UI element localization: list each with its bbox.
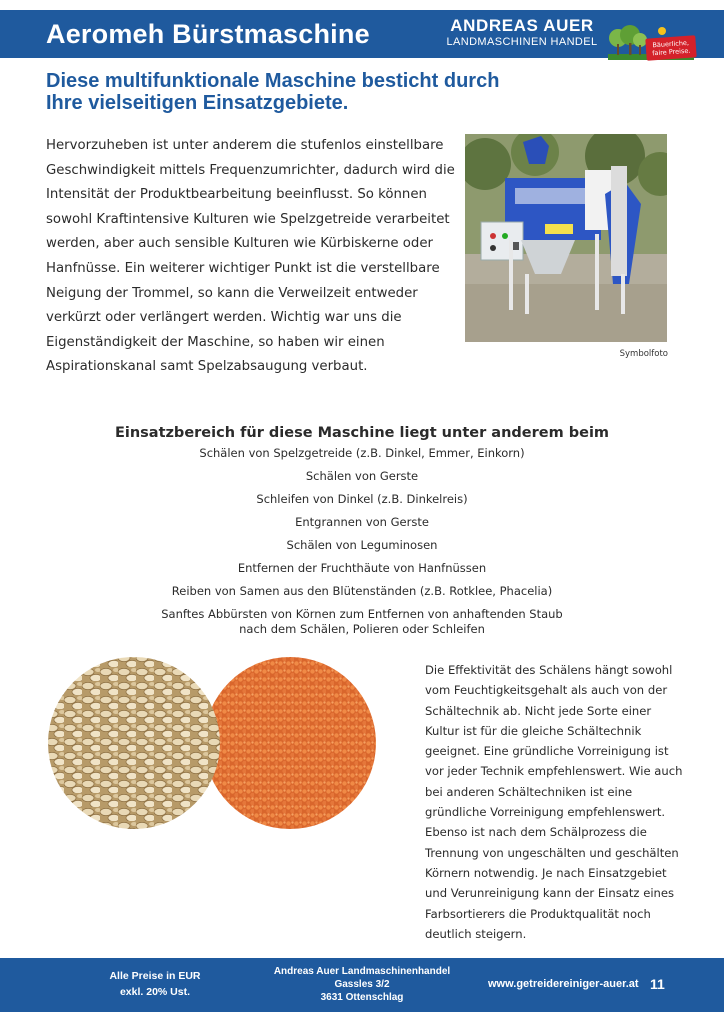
badge-line-1: Bäuerliche,: [652, 38, 690, 50]
use-case-item: Schleifen von Dinkel (z.B. Dinkelreis): [256, 492, 468, 506]
use-case-item: Entfernen der Fruchthäute von Hanfnüssen: [237, 561, 487, 575]
badge-line-2: faire Preise.: [651, 46, 691, 58]
price-line-1: Alle Preise in EUR: [109, 970, 201, 982]
use-case-item: Reiben von Samen aus den Blütenständen (z.B. Rotklee, Phacelia): [171, 584, 553, 598]
company-street: Gassles 3/2: [334, 979, 390, 990]
intro-paragraph: Hervorzuheben ist unter anderem die stufenlos einstellbare Geschwindigkeit mittels Frequenzumrichter, dadurch wird die Intensität der Produktbearbeitung beeinflusst. So können sowohl Kraftintensive Kulturen wie Spelzgetreide verarbeitet werden, aber auch sensible Kulturen wie Kürbiskerne oder Hanfnüsse. Ein weiterer wichtiger Punkt ist die verstellbare Neigung der Trommel, so kann die Verweilzeit entweder verkürzt oder verlängert werden. Wichtig war uns die Eigenständigkeit der Maschine, so haben wir einen Aspirationskanal samt Spelzabsaugung verbaut.: [46, 138, 455, 375]
company-name: Andreas Auer Landmaschinenhandel: [273, 966, 451, 977]
use-case-item: Sanftes Abbürsten von Körnen zum Entfernen von anhaftenden Staub nach dem Schälen, Polieren oder Schleifen: [161, 607, 563, 636]
page-number: 11: [650, 976, 665, 992]
section-title: Einsatzbereich für diese Maschine liegt unter anderem beim: [114, 425, 610, 441]
photo-caption: Symbolfoto: [619, 349, 668, 359]
brand-subtitle: LANDMASCHINEN HANDEL: [446, 36, 598, 48]
brand-wordmark: [446, 16, 598, 49]
slogan-badge: [645, 35, 696, 60]
use-case-item: Schälen von Spelzgetreide (z.B. Dinkel, Emmer, Einkorn): [199, 446, 525, 460]
company-address: [262, 965, 462, 1004]
page-subtitle: Diese multifunktionale Maschine besticht durch Ihre vielseitigen Einsatzgebiete.: [46, 70, 500, 114]
page-header: [0, 10, 724, 58]
page-title: Aeromeh Bürstmaschine: [46, 19, 370, 49]
trees-logo-icon: [606, 24, 696, 62]
price-note: [105, 968, 205, 1000]
page-footer: [0, 958, 724, 1012]
use-case-list: [0, 446, 724, 645]
price-line-2: exkl. 20% Ust.: [119, 986, 191, 998]
use-case-item: Schälen von Gerste: [305, 469, 419, 483]
peeling-paragraph: Die Effektivität des Schälens hängt sowohl vom Feuchtigkeitsgehalt als auch von der Schältechnik ab. Nicht jede Sorte einer Kultur ist für die gleiche Schältechnik geeignet. Eine gründliche Vorreinigung ist vor jeder Technik empfehlenswert. Wie auch bei anderen Schältechniken ist eine gründliche Vorreinigung empfehlenswert. Ebenso ist nach dem Schälprozess die Trennung von ungeschälten und geschälten Körnern notwendig. Je nach Einsatzgebiet und Verunreinigung kann der Einsatz eines Farbsortierers die Produktqualität noch deutlich steigern.: [425, 663, 683, 941]
grain-photo: [46, 653, 376, 829]
company-city: 3631 Ottenschlag: [320, 992, 404, 1003]
brand-name: ANDREAS AUER: [450, 16, 594, 35]
machine-photo: [465, 134, 667, 342]
website-link[interactable]: www.getreidereiniger-auer.at: [488, 978, 639, 990]
use-case-item: Schälen von Leguminosen: [286, 538, 438, 552]
use-case-item: Entgrannen von Gerste: [295, 515, 429, 529]
